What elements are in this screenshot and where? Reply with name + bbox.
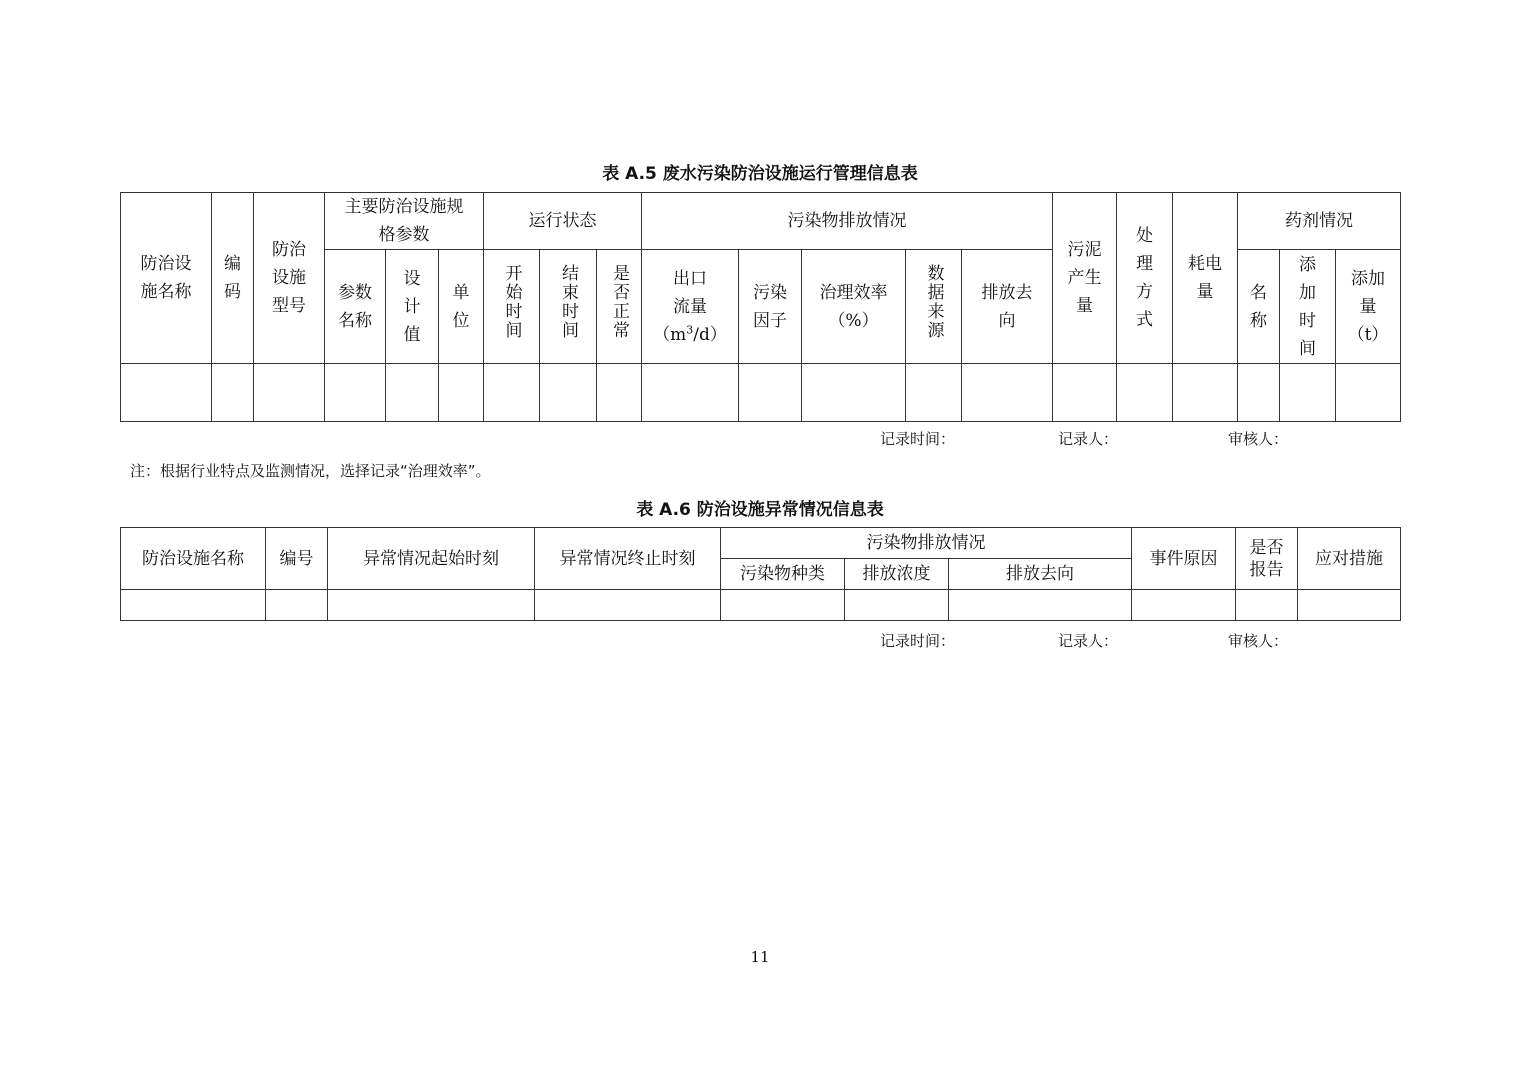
table-cell[interactable]	[1173, 364, 1238, 422]
a5-header-unit: 单 位	[439, 250, 484, 364]
table-cell[interactable]	[739, 364, 802, 422]
table-a5	[120, 192, 1401, 422]
table-cell[interactable]	[1238, 364, 1280, 422]
a6-header-concentration: 排放浓度	[845, 559, 949, 590]
table-cell[interactable]	[121, 590, 266, 621]
table-cell[interactable]	[721, 590, 845, 621]
a5-header-status-group: 运行状态	[484, 193, 642, 250]
table-cell[interactable]	[1132, 590, 1236, 621]
table-a5-note: 注：根据行业特点及监测情况，选择记录“治理效率”。	[130, 462, 491, 480]
table-cell[interactable]	[121, 364, 212, 422]
table-a6-signature-row	[0, 630, 1520, 650]
reviewer-label: 审核人：	[1228, 632, 1289, 650]
table-cell[interactable]	[328, 590, 535, 621]
a5-header-spec-group: 主要防治设施规 格参数	[325, 193, 484, 250]
a6-header-direction: 排放去向	[949, 559, 1132, 590]
a6-header-measures: 应对措施	[1298, 528, 1401, 590]
table-a6-header-row-1	[121, 528, 1401, 559]
table-a5-header-row-1	[121, 193, 1401, 250]
recorder-label: 记录人：	[1058, 430, 1119, 448]
table-cell[interactable]	[484, 364, 540, 422]
recorder-label: 记录人：	[1058, 632, 1119, 650]
a5-header-efficiency: 治理效率 （%）	[802, 250, 906, 364]
a5-header-outlet-flow: 出口 流量 $(m^3/d)$	[642, 250, 739, 364]
table-cell[interactable]	[325, 364, 386, 422]
table-a6-title: 表 A.6 防治设施异常情况信息表	[636, 500, 884, 520]
reviewer-label: 审核人：	[1228, 430, 1289, 448]
a5-header-model: 防治 设施 型号	[254, 193, 325, 364]
table-cell[interactable]	[439, 364, 484, 422]
a5-outlet-flow-unit: $(m^3/d)$	[653, 322, 727, 345]
a6-header-cause: 事件原因	[1132, 528, 1236, 590]
a5-header-add-time: 添 加 时 间	[1280, 250, 1336, 364]
a6-header-pollutant-type: 污染物种类	[721, 559, 845, 590]
table-cell[interactable]	[845, 590, 949, 621]
page-number: 11	[750, 948, 770, 966]
a5-header-emission-group: 污染物排放情况	[642, 193, 1053, 250]
a6-header-facility-name: 防治设施名称	[121, 528, 266, 590]
a6-header-number: 编号	[266, 528, 328, 590]
a5-header-treatment-method: 处 理 方 式	[1117, 193, 1173, 364]
table-cell[interactable]	[266, 590, 328, 621]
record-time-label: 记录时间：	[880, 430, 956, 448]
a6-header-start: 异常情况起始时刻	[328, 528, 535, 590]
table-cell[interactable]	[386, 364, 439, 422]
a5-header-sludge: 污泥 产生 量	[1053, 193, 1117, 364]
table-a6	[120, 527, 1401, 621]
a5-header-is-normal: 是否正常	[597, 250, 642, 364]
a5-header-pollutant-factor: 污染 因子	[739, 250, 802, 364]
a5-header-start-time: 开始时间	[484, 250, 540, 364]
table-cell[interactable]	[540, 364, 597, 422]
a6-header-emission-group: 污染物排放情况	[721, 528, 1132, 559]
a6-header-reported: 是否 报告	[1236, 528, 1298, 590]
table-a5-empty-row	[121, 364, 1401, 422]
a5-header-chem-name: 名 称	[1238, 250, 1280, 364]
table-cell[interactable]	[535, 590, 721, 621]
a5-header-end-time: 结束时间	[540, 250, 597, 364]
table-cell[interactable]	[254, 364, 325, 422]
a5-header-power: 耗电 量	[1173, 193, 1238, 364]
a5-header-design-value: 设 计 值	[386, 250, 439, 364]
table-cell[interactable]	[906, 364, 962, 422]
table-cell[interactable]	[1298, 590, 1401, 621]
table-cell[interactable]	[212, 364, 254, 422]
table-cell[interactable]	[949, 590, 1132, 621]
record-time-label: 记录时间：	[880, 632, 956, 650]
table-cell[interactable]	[1336, 364, 1401, 422]
table-cell[interactable]	[1053, 364, 1117, 422]
a5-header-data-source: 数据来源	[906, 250, 962, 364]
table-cell[interactable]	[802, 364, 906, 422]
a5-header-chemical-group: 药剂情况	[1238, 193, 1401, 250]
a5-header-discharge-direction: 排放去 向	[962, 250, 1053, 364]
table-a5-signature-row	[0, 428, 1520, 448]
table-a5-title: 表 A.5 废水污染防治设施运行管理信息表	[602, 164, 918, 184]
table-cell[interactable]	[1280, 364, 1336, 422]
a5-header-add-amount: 添加 量 （t）	[1336, 250, 1401, 364]
table-cell[interactable]	[1236, 590, 1298, 621]
table-a6-empty-row	[121, 590, 1401, 621]
a5-header-param-name: 参数 名称	[325, 250, 386, 364]
a5-header-code: 编 码	[212, 193, 254, 364]
table-cell[interactable]	[642, 364, 739, 422]
table-cell[interactable]	[962, 364, 1053, 422]
table-cell[interactable]	[1117, 364, 1173, 422]
table-cell[interactable]	[597, 364, 642, 422]
a6-header-end: 异常情况终止时刻	[535, 528, 721, 590]
a5-header-facility-name: 防治设 施名称	[121, 193, 212, 364]
